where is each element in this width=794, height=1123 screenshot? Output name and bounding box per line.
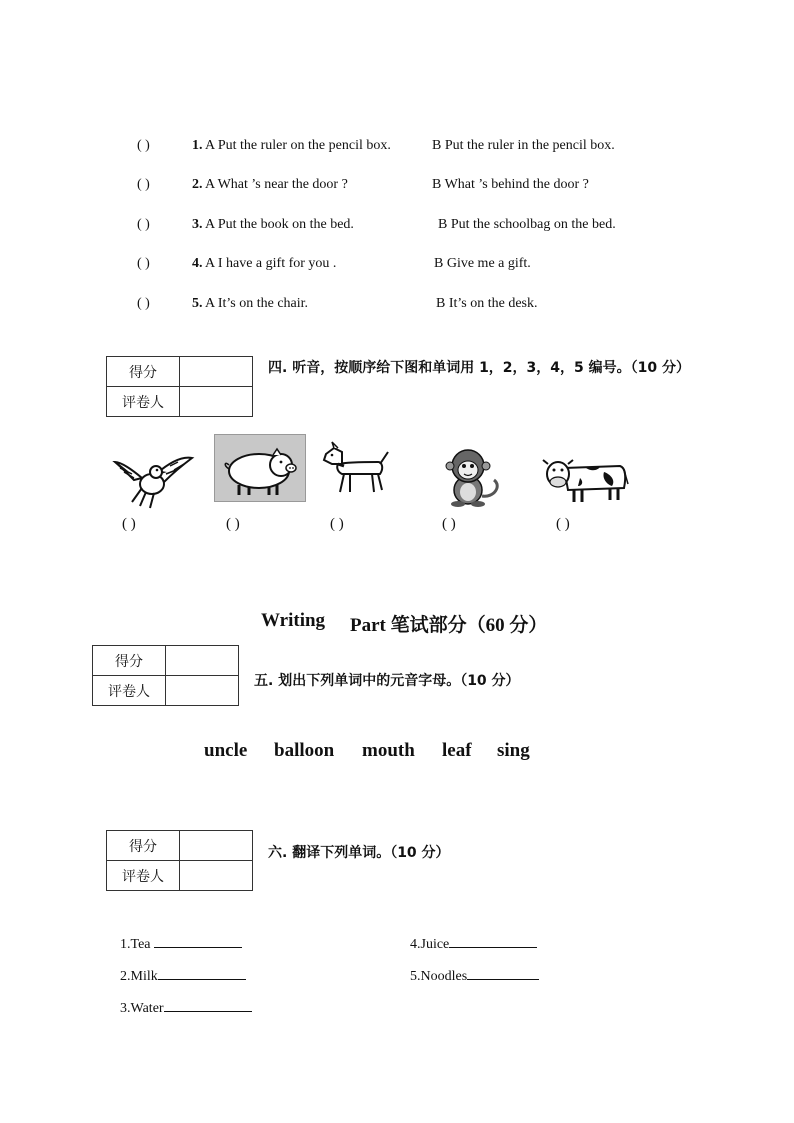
translate-word: 1.Tea: [120, 937, 155, 952]
grader-cell[interactable]: [166, 676, 239, 706]
answer-paren[interactable]: ( ): [137, 296, 150, 311]
translate-item-1: [120, 933, 242, 953]
option-a: A It’s on the chair.: [205, 296, 309, 311]
grader-label: 评卷人: [107, 387, 180, 417]
question-2: [0, 177, 794, 199]
translate-word: 3.Water: [120, 1001, 164, 1016]
dog-icon: [320, 440, 392, 498]
translate-word: 2.Milk: [120, 969, 158, 984]
option-b: B What ’s behind the door ?: [432, 177, 589, 192]
translate-item-3: [120, 997, 252, 1017]
translate-item-4: [410, 933, 537, 953]
animal-answer-2[interactable]: ( ): [226, 516, 240, 532]
option-b: B Put the schoolbag on the bed.: [438, 217, 616, 232]
question-number: 3.: [192, 217, 203, 232]
cow-icon: [540, 454, 630, 504]
question-1: [0, 138, 794, 160]
monkey-icon: [438, 446, 506, 508]
vowel-word-2[interactable]: balloon: [274, 740, 335, 761]
translate-item-2: [120, 965, 246, 985]
vowel-word-1[interactable]: uncle: [204, 740, 248, 761]
heading-writing: Writing: [261, 610, 326, 631]
option-b: B Put the ruler in the pencil box.: [432, 138, 615, 153]
translate-blank[interactable]: [154, 933, 242, 948]
score-box-section6: [106, 830, 253, 891]
option-b: B It’s on the desk.: [436, 296, 538, 311]
score-cell[interactable]: [180, 831, 253, 861]
option-b: B Give me a gift.: [434, 256, 531, 271]
section6-title: 六. 翻译下列单词。（10 分）: [268, 845, 450, 861]
score-label: 得分: [93, 646, 166, 676]
score-box-section5: [92, 645, 239, 706]
option-a: A Put the ruler on the pencil box.: [205, 138, 391, 153]
translate-blank[interactable]: [467, 965, 539, 980]
vowel-word-5[interactable]: sing: [497, 740, 530, 761]
animal-answer-5[interactable]: ( ): [556, 516, 570, 532]
animal-answer-4[interactable]: ( ): [442, 516, 456, 532]
question-number: 1.: [192, 138, 203, 153]
grader-label: 评卷人: [93, 676, 166, 706]
score-cell[interactable]: [166, 646, 239, 676]
section5-title: 五. 划出下列单词中的元音字母。（10 分）: [254, 673, 520, 689]
answer-paren[interactable]: ( ): [137, 217, 150, 232]
question-4: [0, 256, 794, 278]
question-number: 2.: [192, 177, 203, 192]
translate-blank[interactable]: [158, 965, 246, 980]
answer-paren[interactable]: ( ): [137, 177, 150, 192]
question-5: [0, 296, 794, 318]
question-number: 4.: [192, 256, 203, 271]
option-a: A What ’s near the door ?: [205, 177, 348, 192]
translate-word: 5.Noodles: [410, 969, 468, 984]
bird-icon: [112, 448, 196, 512]
vowel-word-3[interactable]: mouth: [362, 740, 415, 761]
animal-answer-1[interactable]: ( ): [122, 516, 136, 532]
vowel-word-4[interactable]: leaf: [442, 740, 472, 761]
translate-item-5: [410, 965, 539, 985]
answer-paren[interactable]: ( ): [137, 256, 150, 271]
score-box-section4: [106, 356, 253, 417]
option-a: A I have a gift for you .: [205, 256, 337, 271]
option-a: A Put the book on the bed.: [205, 217, 354, 232]
score-label: 得分: [107, 831, 180, 861]
section4-title: 四. 听音，按顺序给下图和单词用 1，2，3，4，5 编号。（10 分）: [268, 360, 691, 376]
grader-label: 评卷人: [107, 861, 180, 891]
heading-part: Part 笔试部分（60 分）: [350, 615, 548, 636]
score-label: 得分: [107, 357, 180, 387]
translate-word: 4.Juice: [410, 937, 450, 952]
translate-blank[interactable]: [449, 933, 537, 948]
pig-icon: [214, 434, 306, 502]
question-number: 5.: [192, 296, 203, 311]
score-cell[interactable]: [180, 357, 253, 387]
answer-paren[interactable]: ( ): [137, 138, 150, 153]
translate-blank[interactable]: [164, 997, 252, 1012]
animal-answer-3[interactable]: ( ): [330, 516, 344, 532]
question-3: [0, 217, 794, 239]
grader-cell[interactable]: [180, 861, 253, 891]
grader-cell[interactable]: [180, 387, 253, 417]
